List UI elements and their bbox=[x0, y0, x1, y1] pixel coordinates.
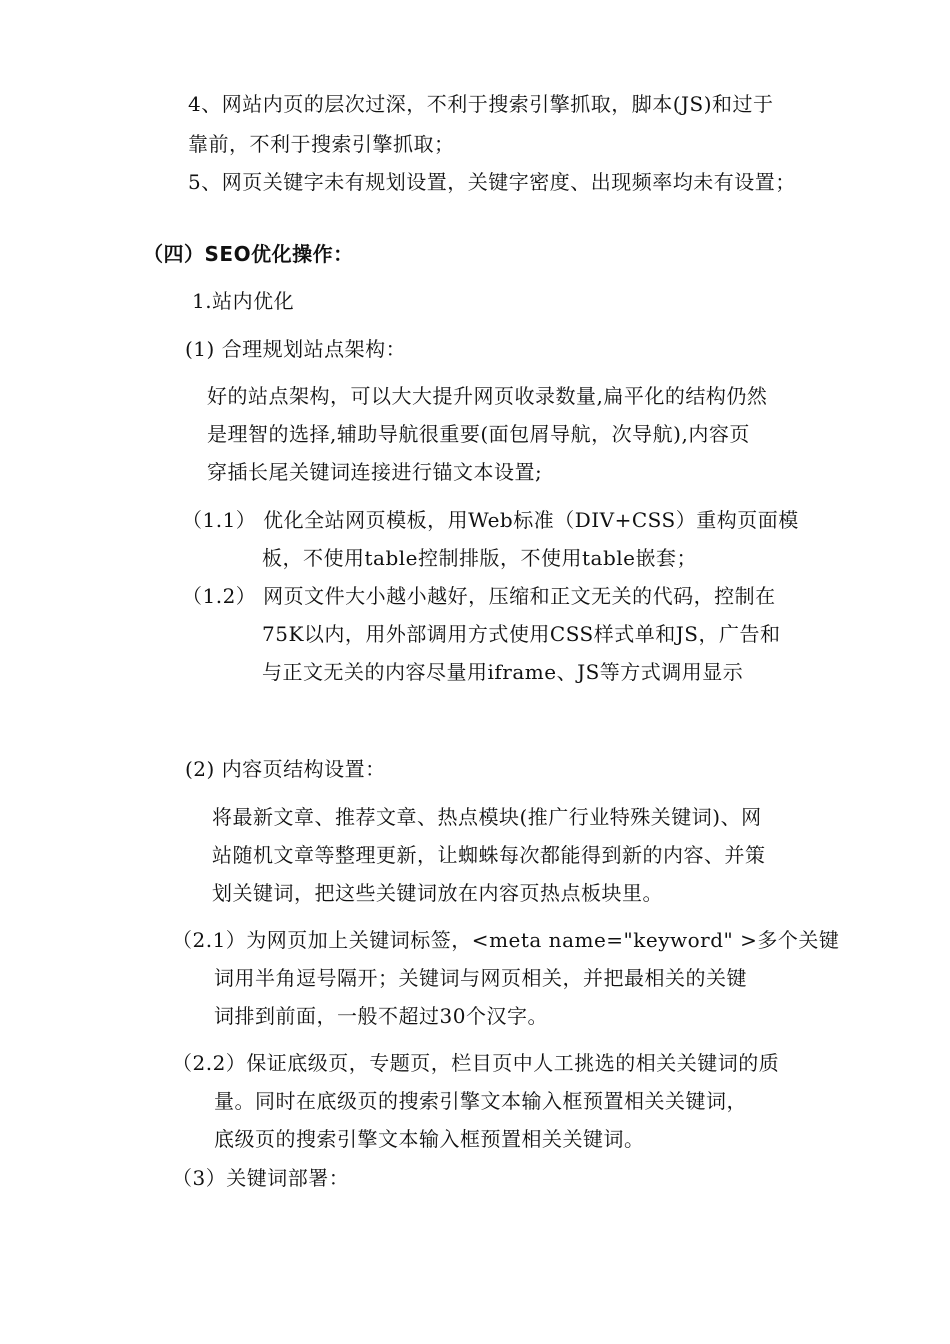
section-heading: （四）SEO优化操作： bbox=[143, 242, 354, 266]
subsection-3-title: （3）关键词部署： bbox=[172, 1166, 350, 1190]
list-item-4-line2: 靠前，不利于搜索引擎抓取； bbox=[188, 132, 455, 156]
item-2-2-line3: 底级页的搜索引擎文本输入框预置相关关键词。 bbox=[214, 1127, 645, 1151]
item-1-body-line3: 穿插长尾关键词连接进行锚文本设置; bbox=[207, 460, 543, 484]
item-1-title: (1) 合理规划站点架构： bbox=[185, 337, 407, 361]
list-item-4-line1: 4、网站内页的层次过深，不利于搜索引擎抓取，脚本(JS)和过于 bbox=[188, 92, 774, 116]
item-2-1-line2: 词用半角逗号隔开；关键词与网页相关，并把最相关的关键 bbox=[214, 966, 747, 990]
subsection-1-title: 1.站内优化 bbox=[192, 289, 295, 313]
item-1-1-line2: 板，不使用table控制排版，不使用table嵌套； bbox=[262, 546, 697, 570]
subsection-2-body-line2: 站随机文章等整理更新，让蜘蛛每次都能得到新的内容、并策 bbox=[212, 843, 766, 867]
item-1-1-line1: （1.1） 优化全站网页模板，用Web标准（DIV+CSS）重构页面模 bbox=[182, 508, 799, 532]
item-1-2-line2: 75K以内，用外部调用方式使用CSS样式单和JS，广告和 bbox=[262, 622, 781, 646]
item-2-2-line1: （2.2）保证底级页，专题页，栏目页中人工挑选的相关关键词的质 bbox=[172, 1051, 780, 1075]
list-item-5: 5、网页关键字未有规划设置，关键字密度、出现频率均未有设置； bbox=[188, 170, 796, 194]
item-1-2-line1: （1.2） 网页文件大小越小越好，压缩和正文无关的代码，控制在 bbox=[182, 584, 776, 608]
item-1-2-line3: 与正文无关的内容尽量用iframe、JS等方式调用显示 bbox=[262, 660, 744, 684]
subsection-2-title: (2) 内容页结构设置： bbox=[185, 757, 386, 781]
item-2-2-line2: 量。同时在底级页的搜索引擎文本输入框预置相关关键词， bbox=[214, 1089, 747, 1113]
item-1-body-line1: 好的站点架构，可以大大提升网页收录数量,扁平化的结构仍然 bbox=[207, 384, 768, 408]
subsection-2-body-line1: 将最新文章、推荐文章、热点模块(推广行业特殊关键词)、网 bbox=[212, 805, 762, 829]
item-1-body-line2: 是理智的选择,辅助导航很重要(面包屑导航，次导航),内容页 bbox=[207, 422, 750, 446]
item-2-1-line1: （2.1）为网页加上关键词标签，<meta name="keyword" >多个关键 bbox=[172, 928, 840, 952]
subsection-2-body-line3: 划关键词，把这些关键词放在内容页热点板块里。 bbox=[212, 881, 663, 905]
item-2-1-line3: 词排到前面，一般不超过30个汉字。 bbox=[214, 1004, 548, 1028]
